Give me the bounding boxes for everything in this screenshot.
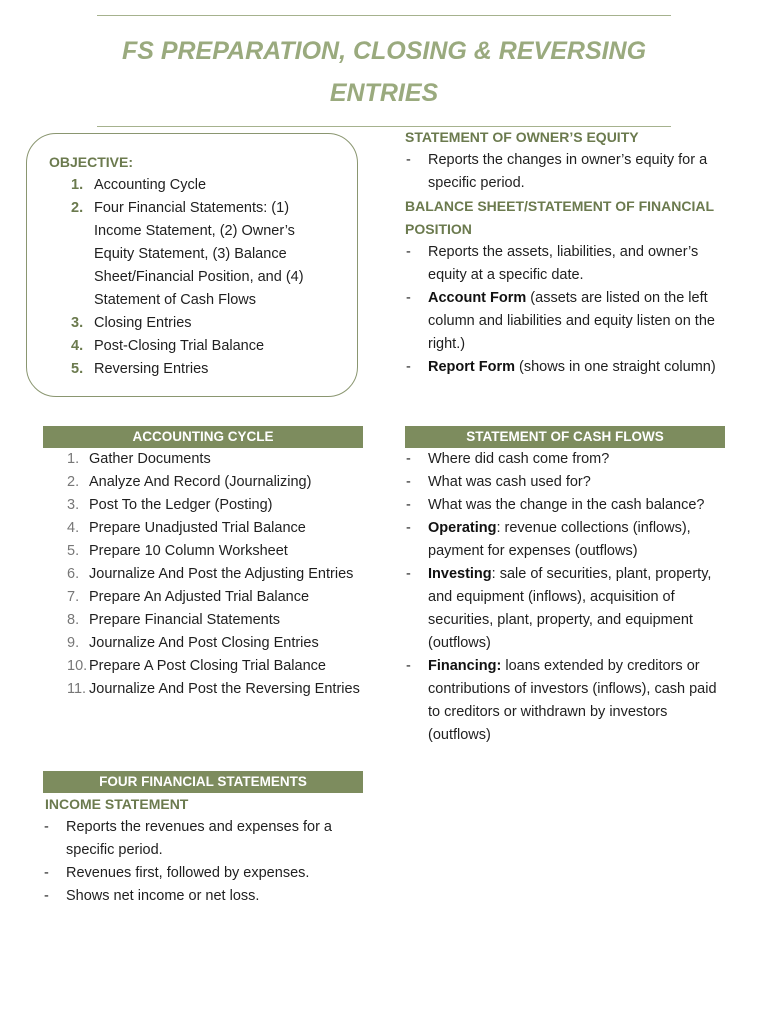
item-text: Four Financial Statements: (1) Income Statement, (2) Owner’s Equity Statement, (3) Balance Sheet/Financial Position, and (4) Statement of Cash Flows: [94, 200, 304, 308]
item-text: Journalize And Post the Adjusting Entries: [89, 566, 354, 582]
item-text: Prepare A Post Closing Trial Balance: [89, 658, 326, 674]
item-number: 4.: [67, 520, 80, 536]
item-number: 4.: [71, 338, 84, 354]
item-text: Post-Closing Trial Balance: [94, 338, 265, 354]
dash-bullet: -: [406, 520, 411, 536]
accounting-cycle-section: [43, 426, 363, 701]
item-text: Reversing Entries: [94, 361, 209, 377]
item-number: 10.: [67, 658, 88, 674]
objective-box: [26, 133, 358, 397]
item-number: 3.: [67, 497, 80, 513]
list-item: [405, 494, 725, 517]
dash-bullet: -: [44, 865, 49, 881]
owners-equity-heading: STATEMENT OF OWNER’S EQUITY: [405, 129, 639, 145]
accounting-cycle-heading: ACCOUNTING CYCLE: [43, 426, 363, 448]
list-item: [43, 586, 363, 609]
objective-heading: OBJECTIVE:: [49, 154, 134, 170]
list-item: [49, 197, 339, 312]
dash-bullet: -: [44, 819, 49, 835]
item-text: Accounting Cycle: [94, 177, 207, 193]
item-text: (assets are listed on the left column and liabilities and equity listen on the right.): [428, 290, 715, 352]
list-item: [405, 448, 725, 471]
list-item: [43, 678, 363, 701]
item-text: What was the change in the cash balance?: [428, 497, 705, 513]
list-item: [43, 494, 363, 517]
item-text: Where did cash come from?: [428, 451, 610, 467]
item-number: 1.: [67, 451, 80, 467]
owners-equity-list: [405, 149, 730, 195]
dash-bullet: -: [406, 566, 411, 582]
page-title: FS PREPARATION, CLOSING & REVERSING ENTRIES: [121, 37, 647, 107]
list-item: [43, 448, 363, 471]
cash-flows-section: [405, 426, 725, 747]
dash-bullet: -: [406, 451, 411, 467]
dash-bullet: -: [406, 244, 411, 260]
item-text: Reports the revenues and expenses for a specific period.: [66, 819, 332, 858]
objective-content: [49, 151, 339, 381]
list-item: [49, 335, 339, 358]
list-item: [405, 149, 730, 195]
item-number: 1.: [71, 177, 84, 193]
list-item: [43, 816, 363, 862]
dash-bullet: -: [406, 497, 411, 513]
item-text: Reports the changes in owner’s equity for a specific period.: [428, 152, 708, 191]
dash-bullet: -: [406, 658, 411, 674]
item-number: 11.: [67, 681, 87, 697]
item-number: 2.: [71, 200, 84, 216]
item-text: Journalize And Post the Reversing Entries: [89, 681, 360, 697]
list-item: [405, 655, 725, 747]
item-number: 7.: [67, 589, 80, 605]
operating-term: Operating: [428, 520, 497, 536]
item-text: What was cash used for?: [428, 474, 591, 490]
list-item: [43, 540, 363, 563]
item-text: Prepare 10 Column Worksheet: [89, 543, 288, 559]
item-text: Gather Documents: [89, 451, 211, 467]
accounting-cycle-list: [43, 448, 363, 701]
item-text: Analyze And Record (Journalizing): [89, 474, 312, 490]
balance-sheet-list: [405, 241, 730, 379]
item-text: Prepare Unadjusted Trial Balance: [89, 520, 306, 536]
list-item: [49, 358, 339, 381]
list-item: [43, 862, 363, 885]
income-statement-heading: INCOME STATEMENT: [45, 796, 189, 812]
list-item: [43, 471, 363, 494]
right-top-section: [405, 126, 730, 379]
list-item: [43, 563, 363, 586]
dash-bullet: -: [406, 290, 411, 306]
income-statement-list: [43, 816, 363, 908]
list-item: [49, 174, 339, 197]
balance-sheet-heading: BALANCE SHEET/STATEMENT OF FINANCIAL POSITION: [405, 198, 714, 237]
list-item: [405, 471, 725, 494]
item-number: 5.: [71, 361, 84, 377]
dash-bullet: -: [406, 359, 411, 375]
item-number: 9.: [67, 635, 80, 651]
dash-bullet: -: [44, 888, 49, 904]
investing-term: Investing: [428, 566, 492, 582]
item-text: Journalize And Post Closing Entries: [89, 635, 319, 651]
cash-flows-heading: STATEMENT OF CASH FLOWS: [405, 426, 725, 448]
item-text: Revenues first, followed by expenses.: [66, 865, 310, 881]
item-text: Prepare Financial Statements: [89, 612, 281, 628]
item-number: 5.: [67, 543, 80, 559]
cash-flows-list: [405, 448, 725, 747]
item-number: 6.: [67, 566, 80, 582]
list-item: [405, 563, 725, 655]
four-fs-section: [43, 771, 363, 908]
item-text: (shows in one straight column): [515, 359, 716, 375]
item-text: : sale of securities, plant, property, and equipment (inflows), acquisition of securities, plant, property, and equipment (outflows): [428, 566, 712, 651]
item-text: Shows net income or net loss.: [66, 888, 260, 904]
four-fs-heading: FOUR FINANCIAL STATEMENTS: [43, 771, 363, 793]
item-text: Closing Entries: [94, 315, 192, 331]
list-item: [43, 655, 363, 678]
list-item: [43, 885, 363, 908]
item-text: Prepare An Adjusted Trial Balance: [89, 589, 310, 605]
list-item: [43, 632, 363, 655]
list-item: [43, 517, 363, 540]
dash-bullet: -: [406, 474, 411, 490]
list-item: [405, 287, 730, 356]
financing-term: Financing:: [428, 658, 502, 674]
item-text: Reports the assets, liabilities, and owner’s equity at a specific date.: [428, 244, 699, 283]
item-number: 3.: [71, 315, 84, 331]
report-form-term: Report Form: [428, 359, 515, 375]
account-form-term: Account Form: [428, 290, 527, 306]
item-text: Post To the Ledger (Posting): [89, 497, 273, 513]
item-text: loans extended by creditors or contributions of investors (inflows), cash paid to creditors or withdrawn by investors (outflows): [428, 658, 717, 743]
dash-bullet: -: [406, 152, 411, 168]
list-item: [43, 609, 363, 632]
list-item: [405, 356, 730, 379]
top-rule: [97, 15, 671, 16]
item-number: 2.: [67, 474, 80, 490]
list-item: [49, 312, 339, 335]
item-text: : revenue collections (inflows), payment for expenses (outflows): [428, 520, 691, 559]
objective-list: [49, 174, 339, 381]
item-number: 8.: [67, 612, 80, 628]
list-item: [405, 517, 725, 563]
list-item: [405, 241, 730, 287]
